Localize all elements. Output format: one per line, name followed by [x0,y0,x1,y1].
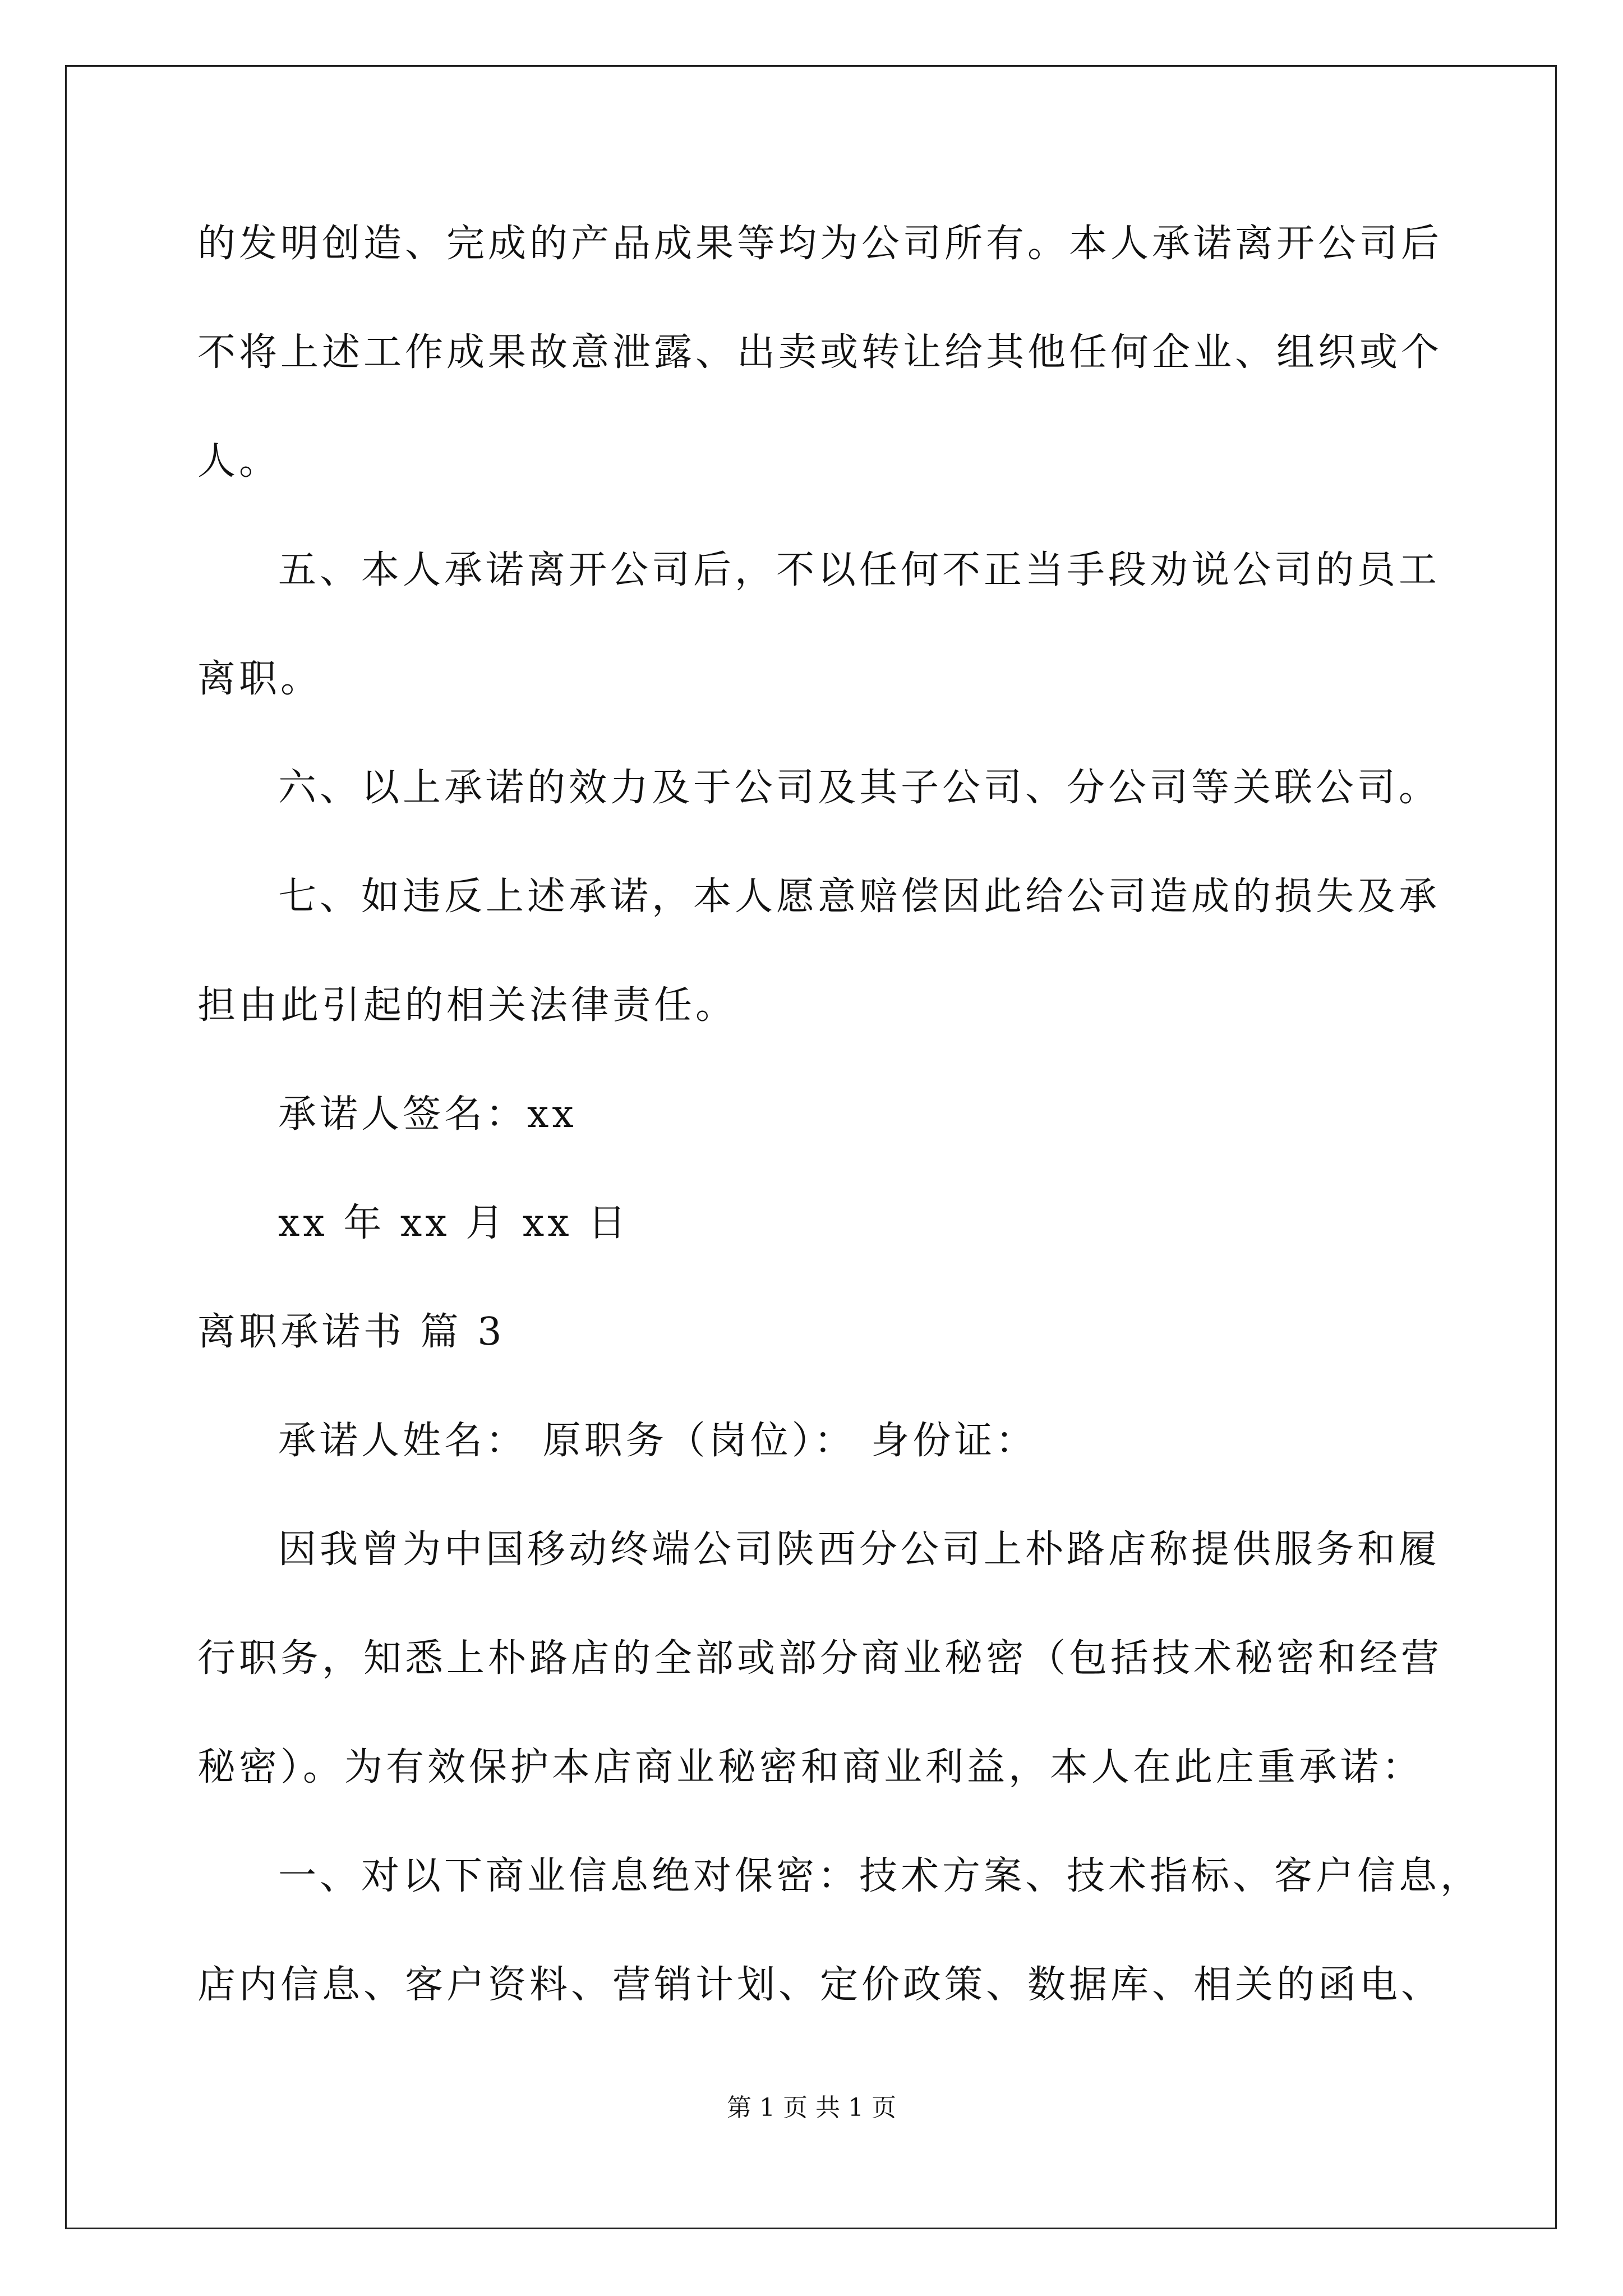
intro-paragraph: 因我曾为中国移动终端公司陕西分公司上朴路店称提供服务和履 [278,1527,1441,1572]
text-line: 秘密）。为有效保护本店商业秘密和商业利益，本人在此庄重承诺： [197,1745,1424,1789]
text-line: 店内信息、客户资料、营销计划、定价政策、数据库、相关的函电、 [197,1963,1443,2007]
page-number-footer: 第 1 页 共 1 页 [727,2093,896,2122]
text-line: 人。 [197,439,281,484]
text-line: 的发明创造、完成的产品成果等均为公司所有。本人承诺离开公司后 [197,222,1443,266]
signature-line: 承诺人签名：xx [278,1092,577,1137]
text-line: 离职。 [197,657,322,701]
paragraph-five: 五、本人承诺离开公司后，不以任何不正当手段劝说公司的员工 [278,548,1441,592]
text-line: 担由此引起的相关法律责任。 [197,983,737,1028]
paragraph-six: 六、以上承诺的效力及于公司及其子公司、分公司等关联公司。 [278,766,1441,810]
date-line: xx 年 xx 月 xx 日 [278,1201,630,1245]
text-line: 行职务，知悉上朴路店的全部或部分商业秘密（包括技术秘密和经营 [197,1636,1443,1681]
paragraph-seven: 七、如违反上述承诺，本人愿意赔偿因此给公司造成的损失及承 [278,875,1441,919]
page-border [65,65,1557,2229]
section-heading: 离职承诺书 篇 3 [197,1310,505,1354]
promisor-info-line: 承诺人姓名： 原职务（岗位）： 身份证： [278,1419,1038,1463]
paragraph-one: 一、对以下商业信息绝对保密：技术方案、技术指标、客户信息， [278,1854,1482,1898]
text-line: 不将上述工作成果故意泄露、出卖或转让给其他任何企业、组织或个 [197,330,1443,375]
